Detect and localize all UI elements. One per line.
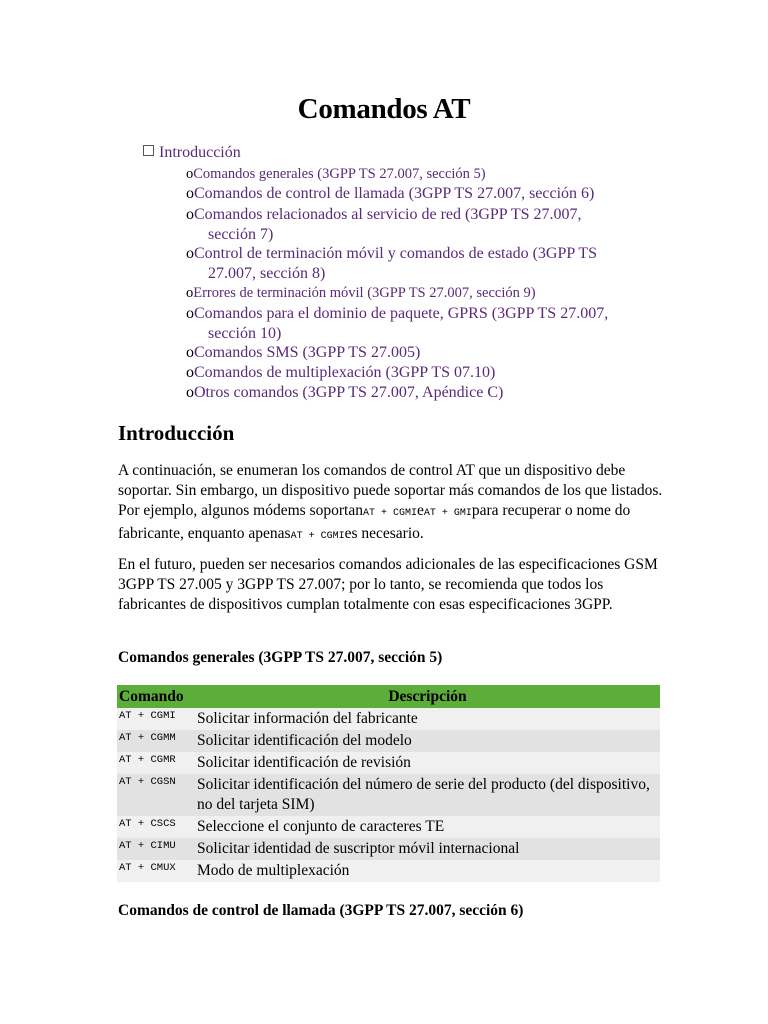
command-cell: AT + CGMR	[117, 752, 195, 774]
column-header-descripcion: Descripción	[195, 685, 660, 708]
toc-item	[186, 283, 536, 303]
description-cell: Solicitar identidad de suscriptor móvil internacional	[195, 838, 660, 860]
bullet-o-icon: o	[186, 285, 194, 301]
toc-link-introduccion[interactable]: Introducción	[159, 144, 241, 161]
toc-link[interactable]: Otros comandos (3GPP TS 27.007, Apéndice C)	[194, 384, 504, 401]
toc-link-continuation[interactable]: sección 10)	[208, 325, 282, 342]
description-cell: Solicitar identificación del modelo	[195, 730, 660, 752]
text: para recuperar o nome do fabricante, enquanto apenas	[118, 502, 631, 542]
table-row	[117, 816, 660, 838]
commands-table	[117, 685, 660, 882]
command-cell: AT + CIMU	[117, 838, 195, 860]
section-heading-comandos-generales: Comandos generales (3GPP TS 27.007, sección 5)	[118, 649, 443, 666]
description-cell: Solicitar identificación del número de serie del producto (del dispositivo, no del tarjeta SIM)	[195, 774, 660, 816]
section-heading-control-de-llamada: Comandos de control de llamada (3GPP TS 27.007, sección 6)	[118, 902, 524, 919]
bullet-o-icon: o	[186, 206, 194, 223]
intro-paragraph-2: En el futuro, pueden ser necesarios comandos adicionales de las especificaciones GSM 3GPP TS 27.005 y 3GPP TS 27.007; por lo tanto, se recomienda que todos los fabricantes de dispositivos cumplan totalmente con esas especificaciones 3GPP.	[118, 556, 658, 613]
toc-link[interactable]: Control de terminación móvil y comandos de estado (3GPP TS	[194, 245, 598, 262]
command-cell: AT + CGMI	[117, 708, 195, 730]
toc-link[interactable]: Comandos de multiplexación (3GPP TS 07.10)	[194, 364, 496, 381]
toc-item	[186, 184, 594, 204]
description-cell: Solicitar información del fabricante	[195, 708, 660, 730]
toc-item	[186, 164, 486, 184]
description-cell: Solicitar identificación de revisión	[195, 752, 660, 774]
command-cell: AT + CMUX	[117, 860, 195, 882]
table-row	[117, 860, 660, 882]
table-row	[117, 708, 660, 730]
toc-link[interactable]: Comandos SMS (3GPP TS 27.005)	[194, 344, 421, 361]
bullet-o-icon: o	[186, 185, 194, 202]
toc-link[interactable]: Comandos para el dominio de paquete, GPRS (3GPP TS 27.007,	[194, 305, 609, 322]
toc-item	[186, 343, 420, 363]
table-row	[117, 838, 660, 860]
table-row	[117, 774, 660, 816]
bullet-o-icon: o	[186, 166, 194, 182]
command-cell: AT + CGSN	[117, 774, 195, 816]
toc-item	[186, 205, 582, 245]
column-header-comando: Comando	[117, 685, 195, 708]
toc-link-continuation[interactable]: sección 7)	[208, 226, 274, 243]
bullet-o-icon: o	[186, 364, 194, 381]
bullet-o-icon: o	[186, 305, 194, 322]
section-heading-introduccion: Introducción	[118, 421, 235, 445]
toc-link[interactable]: Errores de terminación móvil (3GPP TS 27.007, sección 9)	[193, 285, 536, 301]
toc-link[interactable]: Comandos generales (3GPP TS 27.007, sección 5)	[193, 166, 486, 182]
page-title: Comandos AT	[297, 93, 471, 125]
text: e	[416, 502, 424, 519]
intro-paragraph-1	[118, 461, 663, 547]
bullet-o-icon: o	[186, 344, 194, 361]
table-row	[117, 752, 660, 774]
toc-item	[186, 244, 597, 284]
inline-code: AT + CGMI	[290, 531, 345, 542]
toc-top-item	[143, 144, 241, 162]
checkbox-square-icon	[143, 145, 154, 156]
description-cell: Seleccione el conjunto de caracteres TE	[195, 816, 660, 838]
command-cell: AT + CSCS	[117, 816, 195, 838]
toc-item	[186, 304, 608, 344]
inline-code: AT + GMI	[423, 508, 472, 519]
bullet-o-icon: o	[186, 245, 194, 262]
toc-item	[186, 363, 495, 383]
table-header-row	[117, 685, 660, 708]
toc-item	[186, 383, 503, 403]
inline-code: AT + CGMI	[362, 508, 417, 519]
text: es necesario.	[344, 525, 424, 542]
toc-link[interactable]: Comandos de control de llamada (3GPP TS 27.007, sección 6)	[194, 185, 595, 202]
bullet-o-icon: o	[186, 384, 194, 401]
command-cell: AT + CGMM	[117, 730, 195, 752]
table-row	[117, 730, 660, 752]
description-cell: Modo de multiplexación	[195, 860, 660, 882]
toc-link[interactable]: Comandos relacionados al servicio de red (3GPP TS 27.007,	[194, 206, 582, 223]
toc-link-continuation[interactable]: 27.007, sección 8)	[208, 265, 326, 282]
text: A continuación, se enumeran los comandos de control AT que un dispositivo debe soportar. Sin embargo, un dispositivo puede soportar más comandos de los que listados. Por ejemplo, algunos módems soportan	[118, 462, 663, 519]
